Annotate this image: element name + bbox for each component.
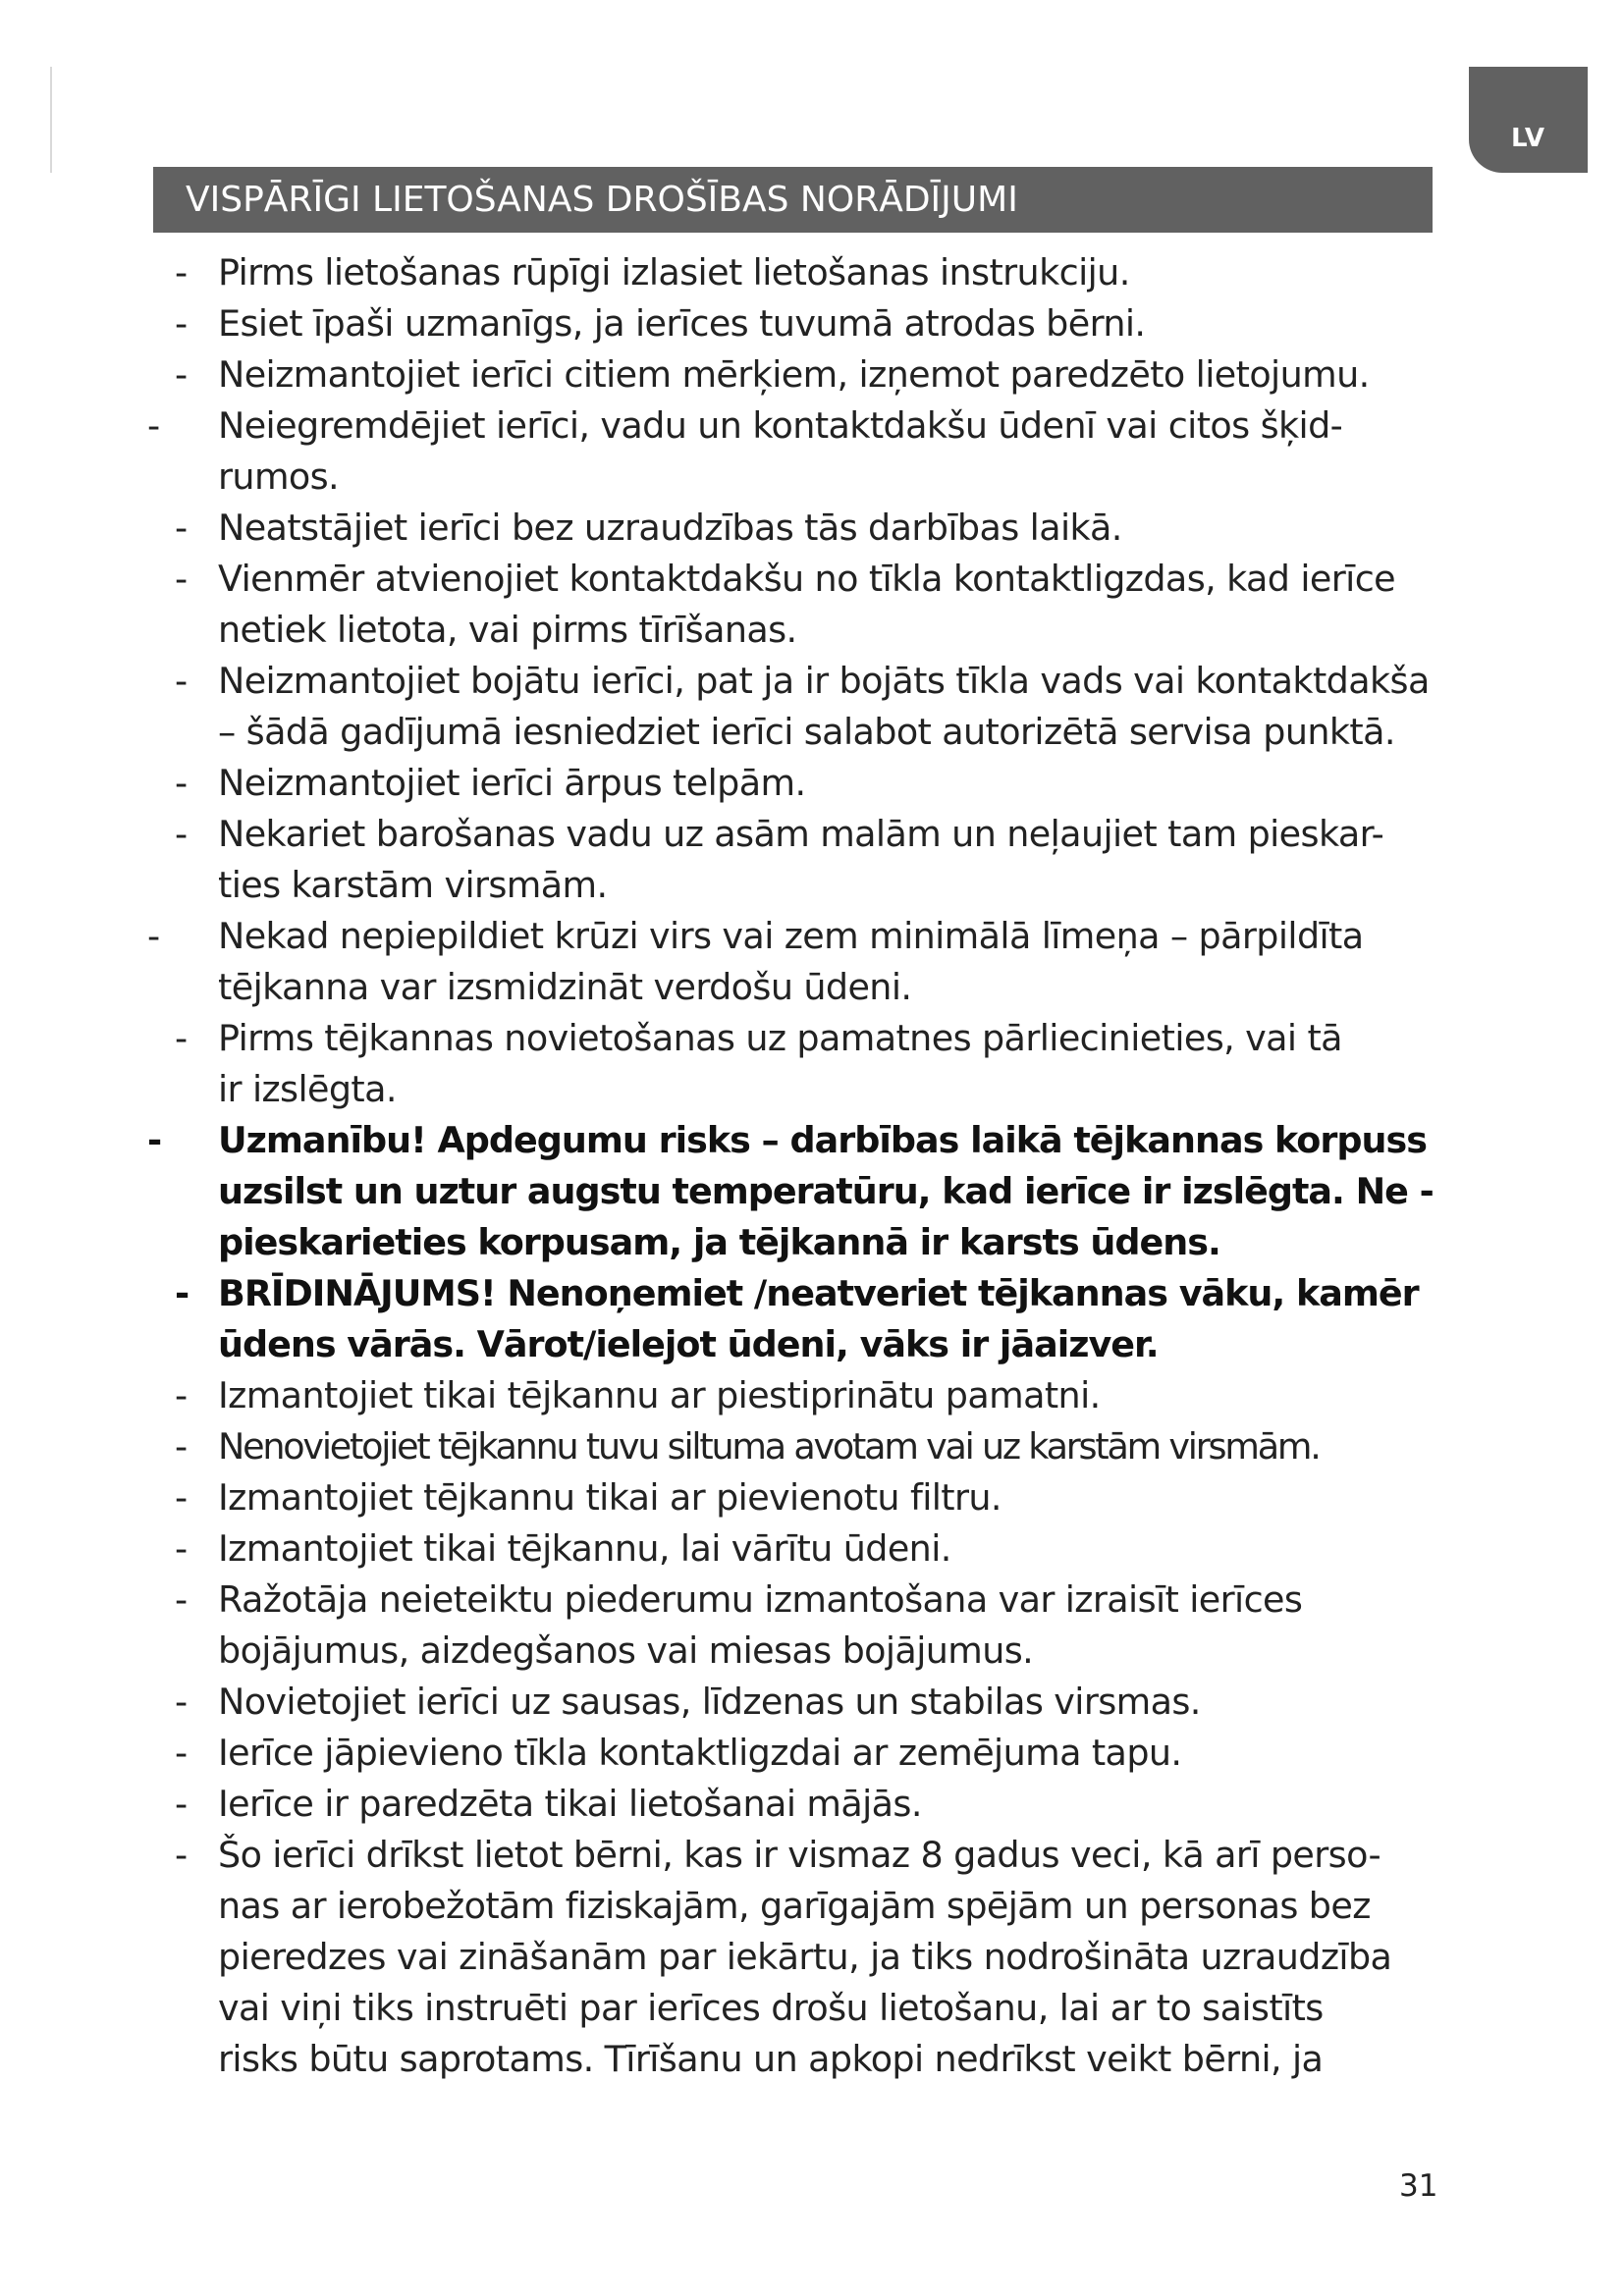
rule-item <box>147 1728 1483 1779</box>
safety-rules-list <box>147 247 1483 2085</box>
rule-bullet: - <box>175 1272 189 1314</box>
rule-item <box>147 758 1483 809</box>
rule-text: Ierīce ir paredzēta tikai lietošanai mājās. <box>218 1783 922 1825</box>
rule-item <box>147 1370 1483 1421</box>
rule-item <box>147 809 1483 911</box>
rule-bullet: - <box>175 353 188 396</box>
rule-text: Novietojiet ierīci uz sausas, līdzenas un stabilas virsmas. <box>218 1681 1201 1723</box>
rule-text-warning: Uzmanību! Apdegumu risks – darbības laikā tējkannas korpuss uzsilst un uztur augstu temperatūru, kad ierīce ir izslēgta. Ne - pieskarieties korpusam, ja tējkannā ir karsts ūdens. <box>218 1119 1434 1263</box>
rule-bullet: - <box>147 1119 162 1161</box>
rule-item <box>147 911 1483 1013</box>
rule-text: Vienmēr atvienojiet kontaktdakšu no tīkla kontaktligzdas, kad ierīce netiek lietota, vai pirms tīrīšanas. <box>218 558 1396 651</box>
rule-bullet: - <box>175 1578 188 1621</box>
rule-text: Nekariet barošanas vadu uz asām malām un neļaujiet tam pieskar- ties karstām virsmām. <box>218 813 1384 906</box>
rule-item <box>147 247 1483 298</box>
rule-bullet: - <box>175 1476 188 1519</box>
rule-bullet: - <box>175 507 188 549</box>
rule-item <box>147 1421 1483 1472</box>
rule-text: Neizmantojiet bojātu ierīci, pat ja ir bojāts tīkla vads vai kontaktdakša – šādā gadījumā iesniedziet ierīci salabot autorizētā servisa punktā. <box>218 660 1430 753</box>
section-title: VISPĀRĪGI LIETOŠANAS DROŠĪBAS NORĀDĪJUMI <box>186 180 1018 220</box>
rule-text: Neizmantojiet ierīci ārpus telpām. <box>218 762 806 804</box>
rule-item <box>147 1830 1483 2085</box>
rule-text: Nenovietojiet tējkannu tuvu siltuma avotam vai uz karstām virsmām. <box>218 1425 1320 1468</box>
rule-bullet: - <box>175 1527 188 1570</box>
rule-bullet: - <box>175 1374 188 1416</box>
rule-bullet: - <box>175 251 188 294</box>
rule-item <box>147 1677 1483 1728</box>
rule-item <box>147 1472 1483 1523</box>
rule-item <box>147 349 1483 400</box>
rule-item <box>147 656 1483 758</box>
rule-item <box>147 298 1483 349</box>
binding-margin-line <box>50 67 52 173</box>
rule-bullet: - <box>175 1834 188 1876</box>
rule-bullet: - <box>175 1732 188 1774</box>
rule-bullet: - <box>175 813 188 855</box>
language-tab <box>1469 67 1588 173</box>
rule-text: Izmantojiet tikai tējkannu, lai vārītu ūdeni. <box>218 1527 951 1570</box>
rule-item <box>147 1013 1483 1115</box>
rule-bullet: - <box>175 1783 188 1825</box>
rule-bullet: - <box>175 302 188 345</box>
rule-text-warning: BRĪDINĀJUMS! Nenoņemiet /neatveriet tējkannas vāku, kamēr ūdens vārās. Vārot/ielejot ūdeni, vāks ir jāaizver. <box>218 1272 1419 1365</box>
rule-bullet: - <box>175 558 188 600</box>
rule-bullet: - <box>147 404 160 447</box>
rule-bullet: - <box>175 1425 186 1468</box>
rule-item <box>147 1523 1483 1575</box>
rule-item-warning <box>147 1268 1483 1370</box>
rule-text: Neatstājiet ierīci bez uzraudzības tās darbības laikā. <box>218 507 1122 549</box>
rule-item <box>147 503 1483 554</box>
rule-item <box>147 554 1483 656</box>
rule-bullet: - <box>175 1681 188 1723</box>
rule-text: Pirms tējkannas novietošanas uz pamatnes pārliecinieties, vai tā ir izslēgta. <box>218 1017 1342 1110</box>
rule-text: Pirms lietošanas rūpīgi izlasiet lietošanas instrukciju. <box>218 251 1130 294</box>
rule-text: Neizmantojiet ierīci citiem mērķiem, izņemot paredzēto lietojumu. <box>218 353 1370 396</box>
section-header <box>153 167 1433 233</box>
rule-item <box>147 1779 1483 1830</box>
language-tab-label: LV <box>1510 124 1546 153</box>
rule-item-warning <box>147 1115 1483 1268</box>
rule-text: Šo ierīci drīkst lietot bērni, kas ir vismaz 8 gadus veci, kā arī perso- nas ar ierobežotām fiziskajām, garīgajām spējām un personas bez pieredzes vai zināšanām par iekārtu, ja tiks nodrošināta uzraudzība vai viņi tiks instruēti par ierīces drošu lietošanu, lai ar to saistīts risks būtu saprotams. Tīrīšanu un apkopi nedrīkst veikt bērni, ja <box>218 1834 1392 2080</box>
rule-bullet: - <box>175 660 188 702</box>
rule-text: Izmantojiet tikai tējkannu ar piestiprinātu pamatni. <box>218 1374 1101 1416</box>
rule-item <box>147 400 1483 503</box>
rule-bullet: - <box>147 915 160 957</box>
rule-text: Neiegremdējiet ierīci, vadu un kontaktdakšu ūdenī vai citos šķid- rumos. <box>218 404 1343 498</box>
rule-item <box>147 1575 1483 1677</box>
rule-text: Ierīce jāpievieno tīkla kontaktligzdai ar zemējuma tapu. <box>218 1732 1182 1774</box>
rule-text: Nekad nepiepildiet krūzi virs vai zem minimālā līmeņa – pārpildīta tējkanna var izsmidzināt verdošu ūdeni. <box>218 915 1364 1008</box>
rule-bullet: - <box>175 762 188 804</box>
rule-bullet: - <box>175 1017 188 1059</box>
rule-text: Izmantojiet tējkannu tikai ar pievienotu filtru. <box>218 1476 1001 1519</box>
rule-text: Esiet īpaši uzmanīgs, ja ierīces tuvumā atrodas bērni. <box>218 302 1146 345</box>
rule-text: Ražotāja neieteiktu piederumu izmantošana var izraisīt ierīces bojājumus, aizdegšanos vai miesas bojājumus. <box>218 1578 1303 1672</box>
page-number: 31 <box>1399 2168 1438 2204</box>
